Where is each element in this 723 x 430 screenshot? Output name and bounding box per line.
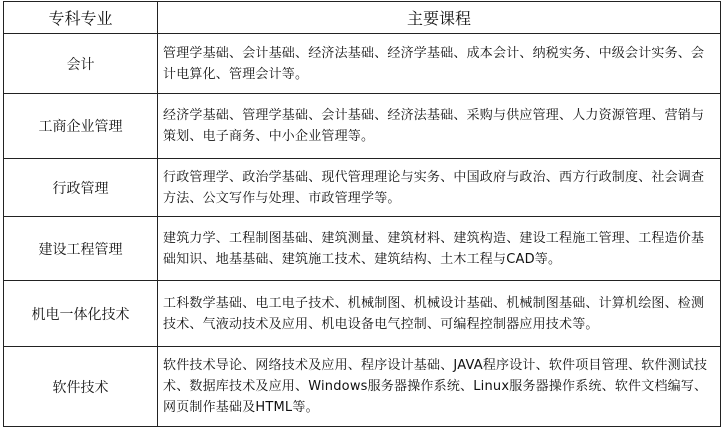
header-major: 专科专业 bbox=[4, 2, 158, 34]
major-cell: 机电一体化技术 bbox=[4, 281, 158, 347]
courses-cell: 经济学基础、管理学基础、会计基础、经济法基础、采购与供应管理、人力资源管理、营销与策划、电子商务、中小企业管理等。 bbox=[158, 94, 721, 159]
major-cell: 工商企业管理 bbox=[4, 94, 158, 159]
major-cell: 行政管理 bbox=[4, 159, 158, 217]
table-body bbox=[4, 34, 721, 427]
header-courses: 主要课程 bbox=[158, 2, 721, 34]
table-row bbox=[4, 281, 721, 347]
major-cell: 会计 bbox=[4, 34, 158, 94]
table-row bbox=[4, 217, 721, 281]
table-row bbox=[4, 94, 721, 159]
header-row bbox=[4, 2, 721, 34]
major-cell: 建设工程管理 bbox=[4, 217, 158, 281]
courses-cell: 建筑力学、工程制图基础、建筑测量、建筑材料、建筑构造、建设工程施工管理、工程造价基础知识、地基基础、建筑施工技术、建筑结构、土木工程与CAD等。 bbox=[158, 217, 721, 281]
table-row bbox=[4, 34, 721, 94]
table-row bbox=[4, 347, 721, 427]
courses-cell: 管理学基础、会计基础、经济法基础、经济学基础、成本会计、纳税实务、中级会计实务、会计电算化、管理会计等。 bbox=[158, 34, 721, 94]
major-cell: 软件技术 bbox=[4, 347, 158, 427]
courses-cell: 软件技术导论、网络技术及应用、程序设计基础、JAVA程序设计、软件项目管理、软件测试技术、数据库技术及应用、Windows服务器操作系统、Linux服务器操作系统、软件文档编写、网页制作基础及HTML等。 bbox=[158, 347, 721, 427]
table-header bbox=[4, 2, 721, 34]
courses-table bbox=[3, 1, 721, 427]
table-row bbox=[4, 159, 721, 217]
courses-cell: 行政管理学、政治学基础、现代管理理论与实务、中国政府与政治、西方行政制度、社会调查方法、公文写作与处理、市政管理学等。 bbox=[158, 159, 721, 217]
courses-cell: 工科数学基础、电工电子技术、机械制图、机械设计基础、机械制图基础、计算机绘图、检测技术、气液动技术及应用、机电设备电气控制、可编程控制器应用技术等。 bbox=[158, 281, 721, 347]
